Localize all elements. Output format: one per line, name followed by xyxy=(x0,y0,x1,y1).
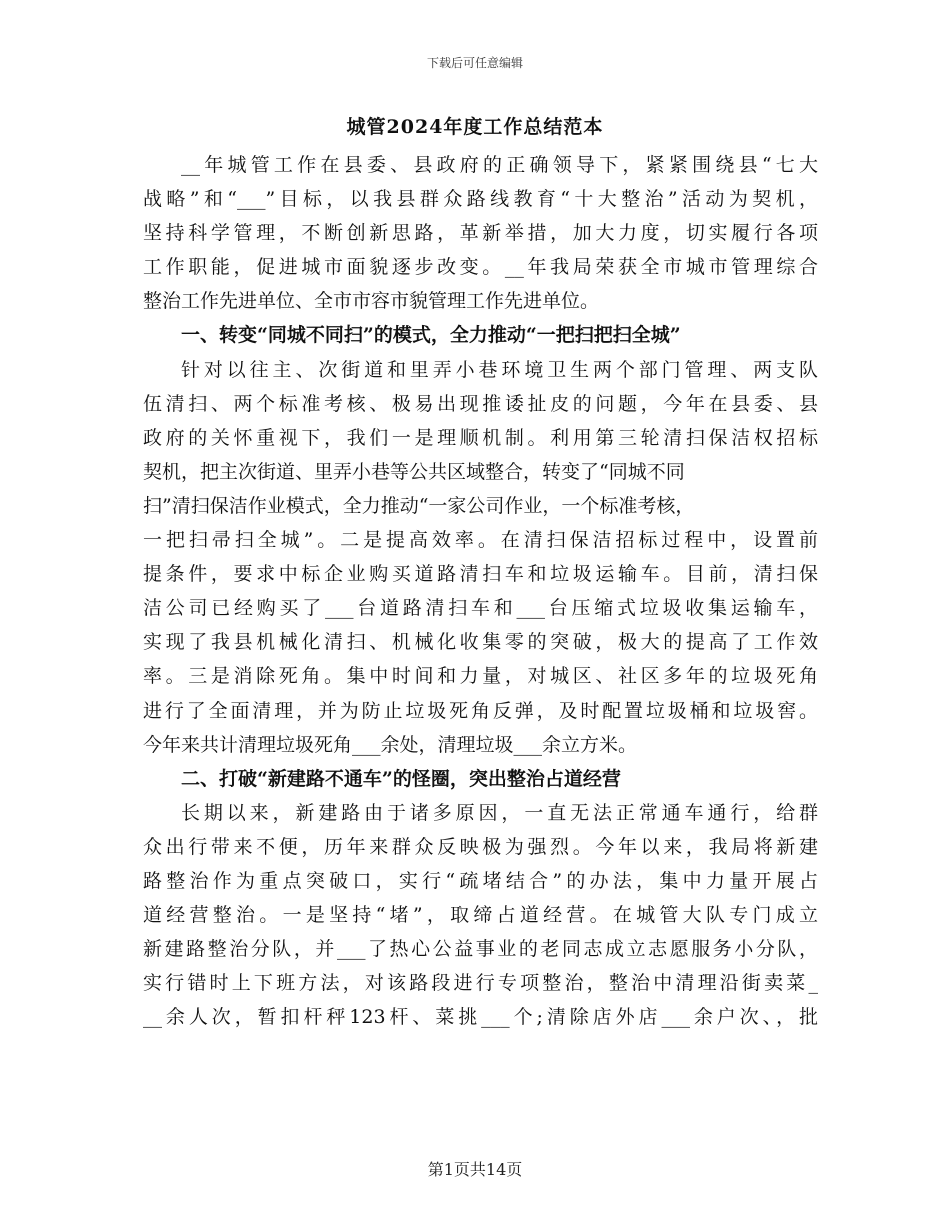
paragraph-line: __余人次，暂扣杆秤123杆、菜挑___个;清除店外店___余户次、，批 xyxy=(143,1006,818,1029)
paragraph-line: 实现了我县机械化清扫、机械化收集零的突破，极大的提高了工作效 xyxy=(143,631,818,654)
paragraph-line: 伍清扫、两个标准考核、极易出现推诿扯皮的问题，今年在县委、县 xyxy=(143,392,818,415)
paragraph-line: 洁公司已经购买了___台道路清扫车和___台压缩式垃圾收集运输车， xyxy=(143,597,818,620)
document-body xyxy=(143,148,818,1034)
paragraph-line: 路整治作为重点突破口，实行“疏堵结合”的办法，集中力量开展占 xyxy=(143,869,818,892)
paragraph-line: 提条件，要求中标企业购买道路清扫车和垃圾运输车。目前，清扫保 xyxy=(143,563,818,586)
paragraph-line: 坚持科学管理，不断创新思路，革新举措，加大力度，切实履行各项 xyxy=(143,222,818,245)
paragraph-line: 长期以来，新建路由于诸多原因，一直无法正常通车通行，给群 xyxy=(181,801,818,824)
paragraph-line: 新建路整治分队，并___了热心公益事业的老同志成立志愿服务小分队， xyxy=(143,938,818,961)
paragraph-line: 率。三是消除死角。集中时间和力量，对城区、社区多年的垃圾死角 xyxy=(143,665,818,688)
page-number-footer: 第1页共14页 xyxy=(427,1160,523,1179)
paragraph-line: 众出行带来不便，历年来群众反映极为强烈。今年以来，我局将新建 xyxy=(143,835,818,858)
paragraph-line: 进行了全面清理，并为防止垃圾死角反弹，及时配置垃圾桶和垃圾窖。 xyxy=(143,699,818,722)
paragraph-line: 战略”和“___”目标，以我县群众路线教育“十大整治”活动为契机， xyxy=(143,188,818,211)
paragraph-line: 实行错时上下班方法，对该路段进行专项整治，整治中清理沿街卖菜_ xyxy=(143,972,818,995)
paragraph-line: 针对以往主、次街道和里弄小巷环境卫生两个部门管理、两支队 xyxy=(181,358,818,381)
header-note: 下载后可任意编辑 xyxy=(426,56,523,70)
paragraph-line: 工作职能，促进城市面貌逐步改变。__年我局荣获全市城市管理综合 xyxy=(143,256,818,279)
paragraph-line: __年城管工作在县委、县政府的正确领导下，紧紧围绕县“七大 xyxy=(181,154,818,176)
paragraph-line: 政府的关怀重视下，我们一是理顺机制。利用第三轮清扫保洁权招标 xyxy=(143,426,818,449)
paragraph-line: 一把扫帚扫全城”。二是提高效率。在清扫保洁招标过程中，设置前 xyxy=(143,529,818,552)
section-heading: 一、转变“同城不同扫”的模式，全力推动“一把扫把扫全城” xyxy=(181,324,681,347)
paragraph-line: 契机，把主次街道、里弄小巷等公共区域整合，转变了“同城不同 xyxy=(143,460,685,483)
paragraph-line: 扫”清扫保洁作业模式，全力推动“一家公司作业，一个标准考核， xyxy=(143,494,695,517)
paragraph-line: 今年来共计清理垃圾死角___余处，清理垃圾___余立方米。 xyxy=(143,733,638,756)
section-heading: 二、打破“新建路不通车”的怪圈，突出整治占道经营 xyxy=(181,767,621,790)
paragraph-line: 道经营整治。一是坚持“堵”，取缔占道经营。在城管大队专门成立 xyxy=(143,904,818,927)
document-title: 城管2024年度工作总结范本 xyxy=(346,116,604,138)
paragraph-line: 整治工作先进单位、全市市容市貌管理工作先进单位。 xyxy=(143,290,600,313)
